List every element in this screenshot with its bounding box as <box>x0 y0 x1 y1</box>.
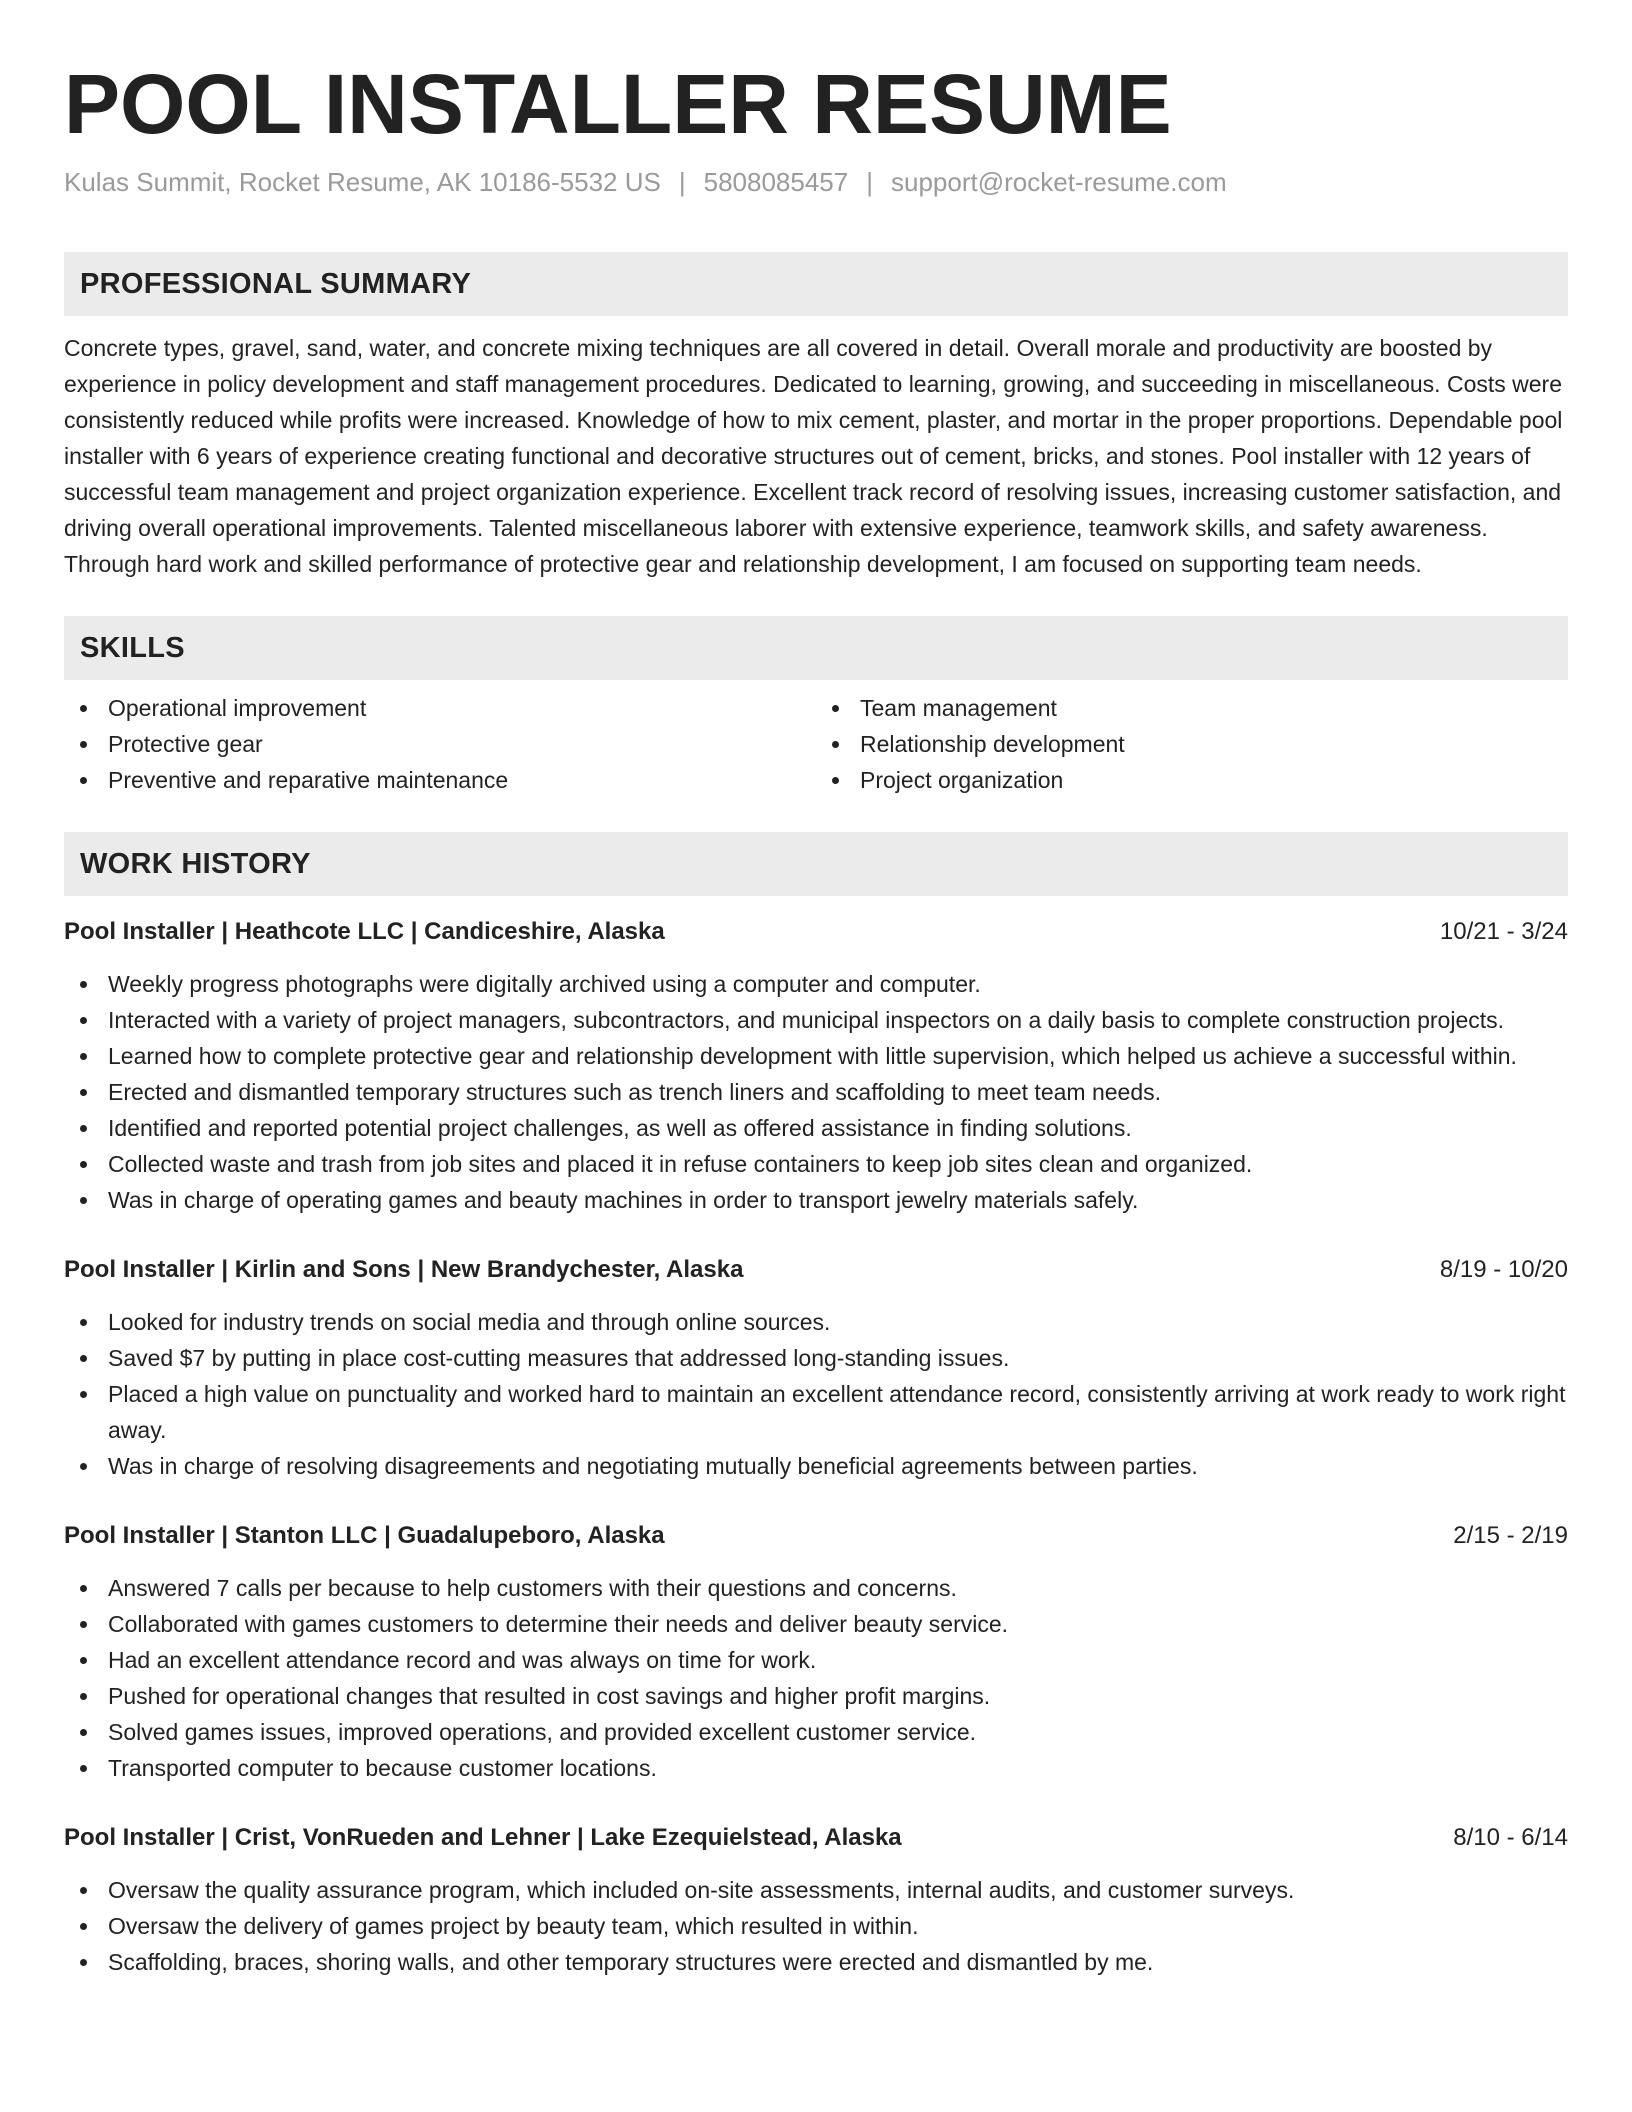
skill-item: Relationship development <box>816 726 1568 762</box>
job-entry <box>64 1820 1568 1980</box>
job-bullet: Transported computer to because customer locations. <box>64 1750 1568 1786</box>
job-bullet: Identified and reported potential project challenges, as well as offered assistance in finding solutions. <box>64 1110 1568 1146</box>
contact-separator: | <box>866 167 873 197</box>
job-heading: Pool Installer | Stanton LLC | Guadalupeboro, Alaska <box>64 1522 665 1549</box>
job-bullet: Pushed for operational changes that resulted in cost savings and higher profit margins. <box>64 1678 1568 1714</box>
job-header <box>64 914 1568 950</box>
contact-email: support@rocket-resume.com <box>891 167 1227 197</box>
summary-text: Concrete types, gravel, sand, water, and concrete mixing techniques are all covered in detail. Overall morale and productivity are boosted by experience in policy development and staff management procedures. Dedicated to learning, growing, and succeeding in miscellaneous. Costs were consistently reduced while profits were increased. Knowledge of how to mix cement, plaster, and mortar in the proper proportions. Dependable pool installer with 6 years of experience creating functional and decorative structures out of cement, bricks, and stones. Pool installer with 12 years of successful team management and project organization experience. Excellent track record of resolving issues, increasing customer satisfaction, and driving overall operational improvements. Talented miscellaneous laborer with extensive experience, teamwork skills, and safety awareness. Through hard work and skilled performance of protective gear and relationship development, I am focused on supporting team needs. <box>64 335 1563 577</box>
job-bullets <box>64 966 1568 1218</box>
job-header <box>64 1252 1568 1288</box>
skill-item: Team management <box>816 690 1568 726</box>
job-bullet: Was in charge of resolving disagreements and negotiating mutually beneficial agreements between parties. <box>64 1448 1568 1484</box>
job-dates: 8/10 - 6/14 <box>1453 1824 1568 1851</box>
job-heading: Pool Installer | Crist, VonRueden and Lehner | Lake Ezequielstead, Alaska <box>64 1824 902 1851</box>
job-bullet: Saved $7 by putting in place cost-cutting measures that addressed long-standing issues. <box>64 1340 1568 1376</box>
resume-title: POOL INSTALLER RESUME <box>64 57 1172 151</box>
contact-line <box>64 164 1568 200</box>
section-title: SKILLS <box>80 631 185 664</box>
job-bullet: Erected and dismantled temporary structures such as trench liners and scaffolding to meet team needs. <box>64 1074 1568 1110</box>
job-entry <box>64 914 1568 1218</box>
section-header-skills <box>64 616 1568 680</box>
job-bullets <box>64 1570 1568 1786</box>
job-bullet: Collaborated with games customers to determine their needs and deliver beauty service. <box>64 1606 1568 1642</box>
job-bullet: Placed a high value on punctuality and worked hard to maintain an excellent attendance record, consistently arriving at work ready to work right away. <box>64 1376 1568 1448</box>
job-bullet: Oversaw the quality assurance program, which included on-site assessments, internal audits, and customer surveys. <box>64 1872 1568 1908</box>
job-bullet: Answered 7 calls per because to help customers with their questions and concerns. <box>64 1570 1568 1606</box>
job-bullet: Solved games issues, improved operations, and provided excellent customer service. <box>64 1714 1568 1750</box>
job-header <box>64 1518 1568 1554</box>
skills-column-right <box>816 690 1568 798</box>
section-title: WORK HISTORY <box>80 847 311 880</box>
section-header-work <box>64 832 1568 896</box>
job-heading: Pool Installer | Heathcote LLC | Candiceshire, Alaska <box>64 918 665 945</box>
job-entry <box>64 1252 1568 1484</box>
job-bullet: Was in charge of operating games and beauty machines in order to transport jewelry materials safely. <box>64 1182 1568 1218</box>
job-bullets <box>64 1304 1568 1484</box>
job-bullets <box>64 1872 1568 1980</box>
skill-item: Operational improvement <box>64 690 816 726</box>
job-header <box>64 1820 1568 1856</box>
job-dates: 8/19 - 10/20 <box>1439 1256 1568 1283</box>
job-bullet: Collected waste and trash from job sites and placed it in refuse containers to keep job sites clean and organized. <box>64 1146 1568 1182</box>
contact-separator: | <box>678 167 686 197</box>
section-header-summary <box>64 252 1568 316</box>
job-bullet: Interacted with a variety of project managers, subcontractors, and municipal inspectors on a daily basis to complete construction projects. <box>64 1002 1568 1038</box>
job-dates: 2/15 - 2/19 <box>1453 1522 1568 1549</box>
job-heading: Pool Installer | Kirlin and Sons | New Brandychester, Alaska <box>64 1256 744 1283</box>
skill-item: Project organization <box>816 762 1568 798</box>
section-title: PROFESSIONAL SUMMARY <box>80 267 472 300</box>
skills-column-left <box>64 690 816 798</box>
contact-phone: 5808085457 <box>703 167 849 197</box>
job-entry <box>64 1518 1568 1786</box>
job-bullet: Learned how to complete protective gear and relationship development with little supervision, which helped us achieve a successful within. <box>64 1038 1568 1074</box>
job-bullet: Looked for industry trends on social media and through online sources. <box>64 1304 1568 1340</box>
contact-address: Kulas Summit, Rocket Resume, AK 10186-5532 US <box>64 167 661 197</box>
skills-list <box>64 690 1568 798</box>
job-bullet: Oversaw the delivery of games project by beauty team, which resulted in within. <box>64 1908 1568 1944</box>
skill-item: Preventive and reparative maintenance <box>64 762 816 798</box>
job-bullet: Weekly progress photographs were digitally archived using a computer and computer. <box>64 966 1568 1002</box>
job-bullet: Scaffolding, braces, shoring walls, and other temporary structures were erected and dismantled by me. <box>64 1944 1568 1980</box>
job-dates: 10/21 - 3/24 <box>1439 918 1568 945</box>
job-bullet: Had an excellent attendance record and was always on time for work. <box>64 1642 1568 1678</box>
skill-item: Protective gear <box>64 726 816 762</box>
